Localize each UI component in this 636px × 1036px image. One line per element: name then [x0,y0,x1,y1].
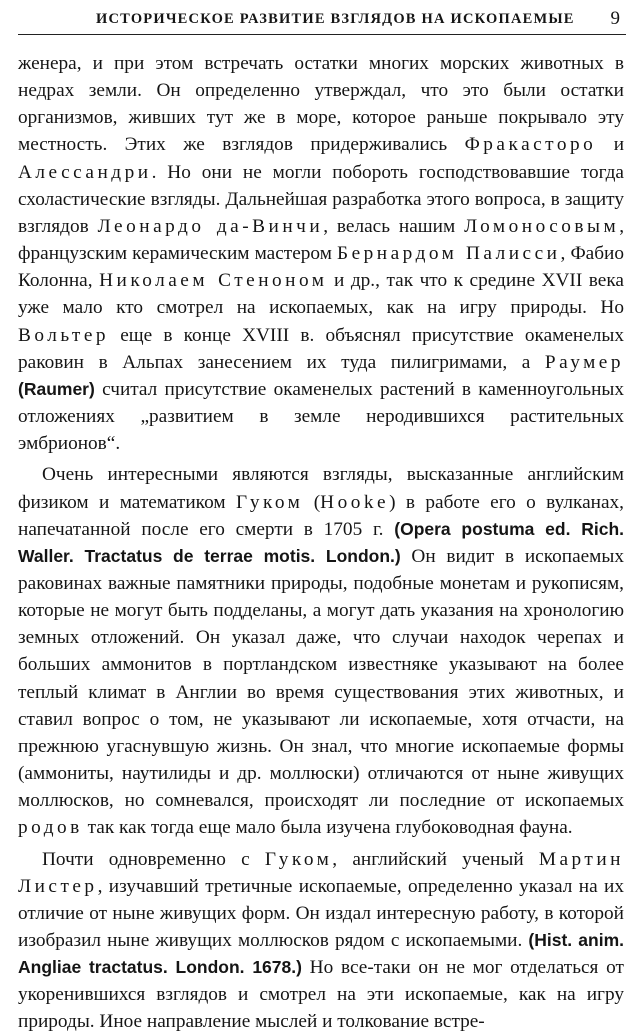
spaced-name: Бернардом Палисси [337,243,561,265]
text-run: Но все-таки он не мог отделаться от укоренившихся взглядов и смотрел на эти ископаемые, как на игру природы. Иное направление мыслей и толкование встре- [18,957,624,1033]
text-run: считал присутствие окаменелых растений в каменноугольных отложениях „развитием в земле неродившихся растительных эмбрионов“. [18,378,624,455]
text-run: Почти одновременно с [42,848,265,870]
spaced-name: Леонардо да-Винчи [97,215,324,237]
text-run: и [596,134,625,156]
spaced-name: Николаем Стеноном [99,270,328,292]
running-head-title: ИСТОРИЧЕСКОЕ РАЗВИТИЕ ВЗГЛЯДОВ НА ИСКОПАЕМЫЕ [96,11,575,27]
spaced-name: родов [18,817,83,839]
text-run: и др., так что к средине XVII века уже мало кто смотрел на ископаемых, как на игру природы. Но [18,270,624,319]
text-run: еще в конце XVIII в. объяснял присутствие окаменелых раковин в Альпах занесением их туда пилигримами, а [18,324,624,373]
text-run: женера, и при этом встречать остатки многих морских животных в недрах земли. Он определенно утверждал, что это были остатки организмов, живших тут же в море, которое раньше покрывало эту местность. Этих же взглядов придерживались [18,53,624,156]
text-run: , английский ученый [332,848,539,870]
text-run: . Но они не могли побороть господствовавшие тогда схоластические взгляды. Дальнейшая разработка этого вопроса, в защиту взглядов [18,161,624,237]
text-run: , французским керамическим мастером [18,215,625,265]
spaced-name: Раумер [544,351,624,373]
spaced-name: Фракасторо [464,134,597,156]
text-run: ( [303,491,321,513]
text-run: , велась нашим [323,215,465,237]
latin-citation: (Raumer) [18,378,95,399]
spaced-name: Гуком [235,491,304,513]
paragraph-3 [18,846,624,1036]
spaced-name: Вольтер [18,324,110,346]
paragraph-2 [18,461,624,841]
spaced-name: Мартин Листер [18,848,624,897]
text-run: ) в работе его о вулканах, напечатанной после его смерти в 1705 г. [18,491,624,540]
spaced-name: Ломоносовым [464,215,620,237]
body-text [18,50,624,1036]
latin-citation: (Hist. anim. Angliae tractatus. London. 1678.) [18,930,624,978]
page-number: 9 [610,8,620,29]
spaced-name: Алессандри [18,161,152,183]
paragraph-1 [18,50,624,457]
spaced-name: Гуком [264,848,333,870]
text-run: , Фабио Колонна, [18,243,625,292]
text-run: Очень интересными являются взгляды, высказанные английским физиком и математиком [18,464,624,513]
text-run: так как тогда еще мало была изучена глубоководная фауна. [82,817,573,839]
running-header [18,8,626,35]
text-run: Он видит в ископаемых раковинах важные памятники природы, подобные монетам и рукописям, которые не могут быть подделаны, а могут дать указания на хронологию земных отложений. Он указал даже, что случаи находок черепах и больших аммонитов в портландском известняке указывают на более теплый климат в Англии во время существования этих животных, и ставил вопрос о том, не указывают ли ископаемые, хотя отчасти, на прежнюю угаснувшую жизнь. Он знал, что многие ископаемые формы (аммониты, наутилиды и др. моллюски) отличаются от ныне живущих моллюсков, но сомневался, происходят ли последние от ископаемых [18,545,624,812]
spaced-name: Hooke [320,491,390,513]
latin-citation: (Opera postuma ed. Rich. Waller. Tractatus de terrae motis. London.) [18,518,624,566]
text-run: , изучавший третичные ископаемые, определенно указал на их отличие от ныне живущих форм. Он издал интересную работу, в которой изобразил ныне живущих моллюсков рядом с ископаемыми. [18,875,624,951]
